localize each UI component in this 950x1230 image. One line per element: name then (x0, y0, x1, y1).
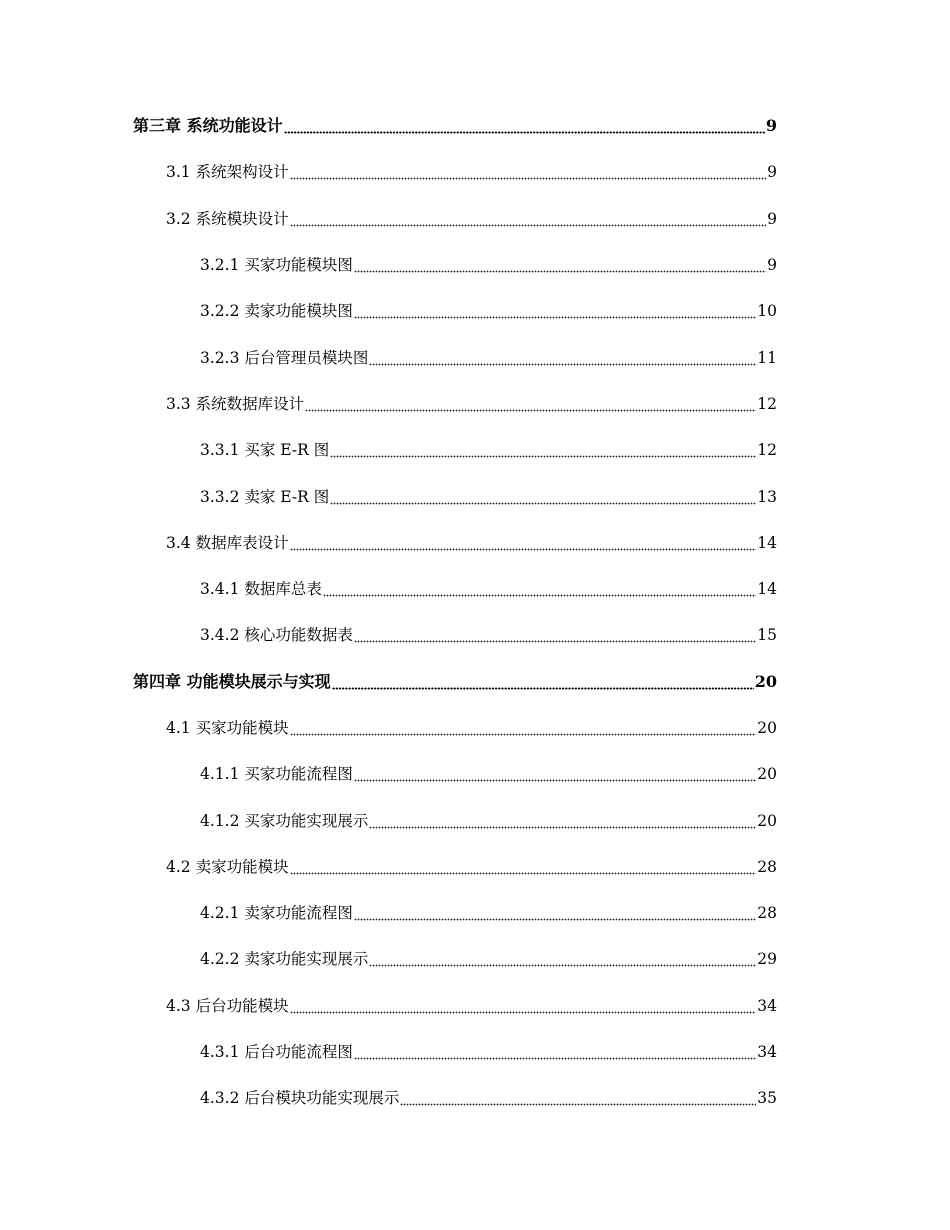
toc-dot-leader (290, 533, 757, 553)
toc-entry-title: 3.2.2 卖家功能模块图 (200, 302, 353, 321)
toc-page-number: 9 (767, 256, 777, 275)
toc-entry-title: 3.1 系统架构设计 (166, 163, 289, 182)
toc-dot-leader (354, 764, 756, 784)
toc-subsection-entry[interactable] (0, 612, 950, 658)
toc-dot-leader (290, 718, 757, 738)
toc-entry-title: 4.2 卖家功能模块 (166, 857, 289, 876)
toc-subsection-entry[interactable] (0, 427, 950, 473)
toc-entry-title: 3.3.2 卖家 E-R 图 (200, 487, 330, 506)
toc-page-number: 20 (757, 811, 777, 830)
toc-page-number: 12 (757, 441, 777, 460)
toc-dot-leader (354, 903, 756, 923)
toc-dot-leader (323, 579, 756, 599)
toc-section-entry[interactable] (0, 149, 950, 195)
toc-page-number: 11 (757, 348, 777, 367)
toc-section-entry[interactable] (0, 844, 950, 890)
toc-dot-leader (354, 1042, 756, 1062)
toc-subsection-entry[interactable] (0, 566, 950, 612)
toc-subsection-entry[interactable] (0, 936, 950, 982)
toc-entry-title: 3.2 系统模块设计 (166, 209, 289, 228)
toc-page-number: 20 (757, 719, 777, 737)
toc-entry-title: 第四章 功能模块展示与实现 (133, 671, 331, 691)
toc-dot-leader (305, 394, 756, 414)
toc-entry-title: 4.1.1 买家功能流程图 (200, 765, 353, 784)
toc-entry-title: 4.1 买家功能模块 (166, 719, 289, 737)
toc-dot-leader (290, 209, 767, 229)
toc-dot-leader (330, 487, 756, 507)
toc-entry-title: 3.4.2 核心功能数据表 (200, 626, 353, 645)
toc-dot-leader (354, 255, 766, 275)
toc-chapter-entry[interactable] (0, 103, 950, 149)
toc-page-number: 12 (757, 394, 777, 413)
toc-subsection-entry[interactable] (0, 1075, 950, 1121)
toc-subsection-entry[interactable] (0, 797, 950, 843)
toc-page-number: 28 (757, 904, 777, 923)
toc-dot-leader (284, 116, 765, 136)
toc-section-entry[interactable] (0, 520, 950, 566)
toc-page-number: 9 (767, 209, 777, 228)
toc-section-entry[interactable] (0, 705, 950, 751)
toc-entry-title: 4.3.2 后台模块功能实现展示 (200, 1089, 400, 1108)
toc-page-number: 35 (757, 1089, 777, 1108)
toc-page-number: 13 (757, 487, 777, 506)
toc-subsection-entry[interactable] (0, 890, 950, 936)
toc-entry-title: 3.2.3 后台管理员模块图 (200, 348, 369, 367)
toc-page-number: 15 (757, 626, 777, 645)
toc-page-number: 20 (757, 765, 777, 784)
toc-page-number: 14 (757, 580, 777, 599)
toc-entry-title: 3.2.1 买家功能模块图 (200, 256, 353, 275)
toc-dot-leader (354, 301, 756, 321)
toc-dot-leader (290, 996, 757, 1016)
toc-entry-title: 3.3 系统数据库设计 (166, 394, 305, 413)
toc-dot-leader (332, 672, 754, 692)
toc-dot-leader (290, 857, 757, 877)
toc-page-number: 20 (754, 671, 777, 691)
toc-entry-title: 3.3.1 买家 E-R 图 (200, 441, 330, 460)
toc-subsection-entry[interactable] (0, 1029, 950, 1075)
toc-page-number: 28 (757, 857, 777, 876)
toc-section-entry[interactable] (0, 983, 950, 1029)
toc-section-entry[interactable] (0, 196, 950, 242)
toc-entry-title: 4.3.1 后台功能流程图 (200, 1043, 353, 1062)
toc-subsection-entry[interactable] (0, 288, 950, 334)
toc-subsection-entry[interactable] (0, 334, 950, 380)
toc-page-number: 14 (757, 533, 777, 552)
toc-entry-title: 4.2.1 卖家功能流程图 (200, 904, 353, 923)
toc-page-number: 10 (757, 302, 777, 321)
toc-subsection-entry[interactable] (0, 751, 950, 797)
toc-dot-leader (369, 949, 756, 969)
toc-page-number: 9 (767, 163, 777, 182)
toc-entry-title: 4.2.2 卖家功能实现展示 (200, 950, 369, 969)
toc-entry-title: 3.4.1 数据库总表 (200, 580, 322, 599)
toc-page-number: 34 (757, 996, 777, 1015)
table-of-contents (0, 103, 950, 1122)
toc-dot-leader (330, 440, 756, 460)
toc-dot-leader (290, 162, 767, 182)
toc-entry-title: 4.1.2 买家功能实现展示 (200, 811, 369, 830)
toc-dot-leader (369, 811, 756, 831)
toc-entry-title: 3.4 数据库表设计 (166, 533, 289, 552)
toc-dot-leader (354, 625, 756, 645)
toc-dot-leader (369, 348, 756, 368)
toc-chapter-entry[interactable] (0, 659, 950, 705)
toc-entry-title: 第三章 系统功能设计 (133, 116, 283, 136)
toc-page-number: 29 (757, 950, 777, 969)
toc-entry-title: 4.3 后台功能模块 (166, 996, 289, 1015)
toc-page-number: 34 (757, 1043, 777, 1062)
toc-section-entry[interactable] (0, 381, 950, 427)
toc-subsection-entry[interactable] (0, 242, 950, 288)
toc-page-number: 9 (765, 116, 777, 136)
toc-subsection-entry[interactable] (0, 473, 950, 519)
toc-dot-leader (400, 1088, 756, 1108)
